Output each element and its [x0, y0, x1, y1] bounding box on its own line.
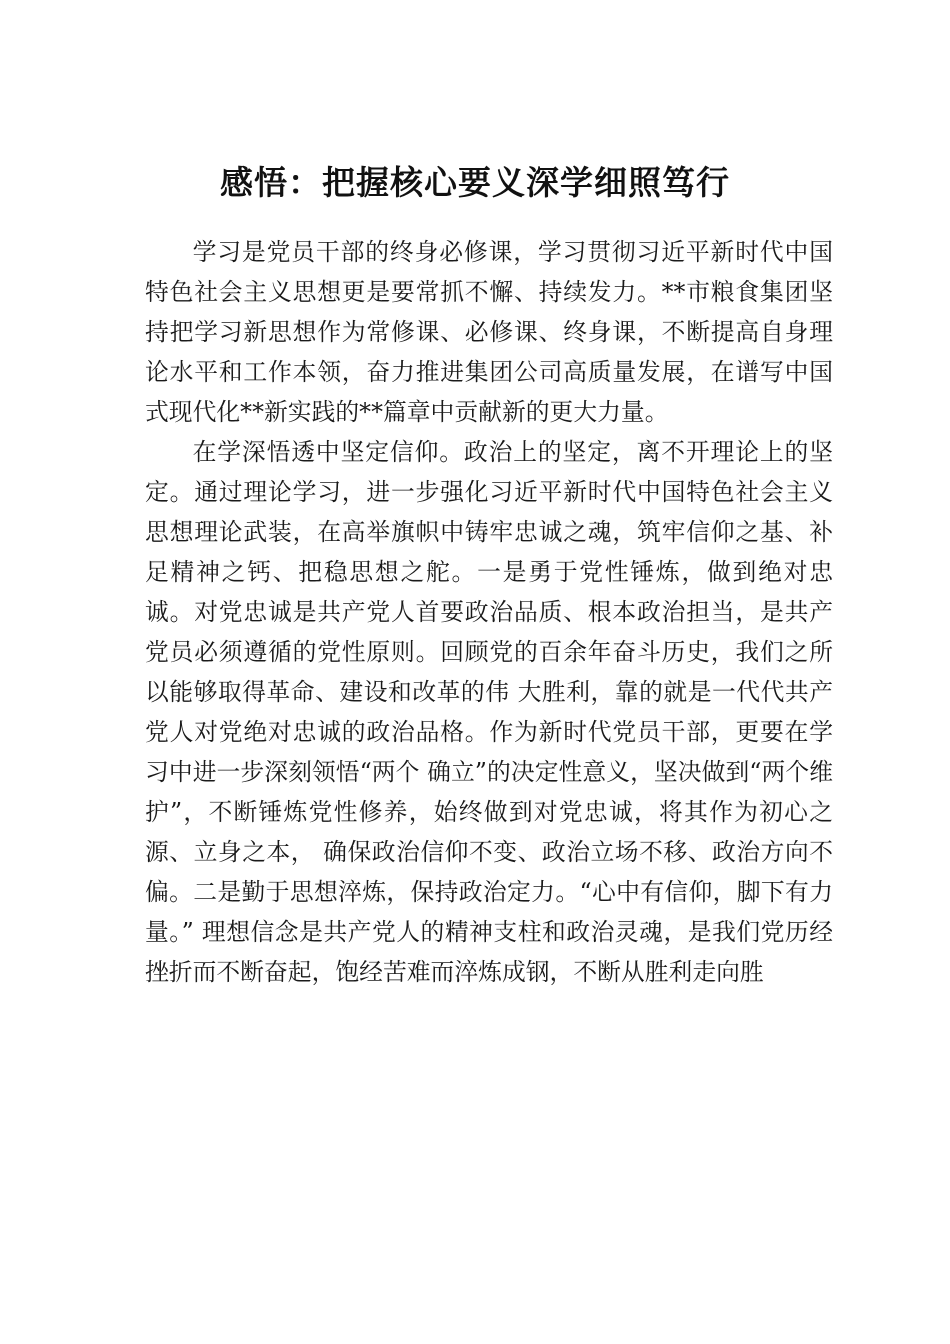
document-title: 感悟：把握核心要义深学细照笃行 — [220, 163, 730, 202]
paragraph-faith: 在学深悟透中坚定信仰。政治上的坚定，离不开理论上的坚定。通过理论学习，进一步强化习近平新时代中国特色社会主义思想理论武装，在高举旗帜中铸牢忠诚之魂，筑牢信仰之基、补足精神之钙、把稳思想之舵。一是勇于党性锤炼，做到绝对忠诚。对党忠诚是共产党人首要政治品质、根本政治担当，是共产党员必须遵循的党性原则。回顾党的百余年奋斗历史，我们之所以能够取得革命、建设和改革的伟 大胜利，靠的就是一代代共产党人对党绝对忠诚的政治品格。作为新时代党员干部，更要在学习中进一步深刻领悟“两个 确立”的决定性意义，坚决做到“两个维护”，不断锤炼党性修养，始终做到对党忠诚，将其作为初心之源、立身之本， 确保政治信仰不变、政治立场不移、政治方向不偏。二是勤于思想淬炼，保持政治定力。“心中有信仰，脚下有力量。” 理想信念是共产党人的精神支柱和政治灵魂，是我们党历经 挫折而不断奋起，饱经苦难而淬炼成钢，不断从胜利走向胜 — [145, 438, 833, 986]
paragraph-intro: 学习是党员干部的终身必修课，学习贯彻习近平新时代中国特色社会主义思想更是要常抓不懈、持续发力。**市粮食集团坚持把学习新思想作为常修课、必修课、终身课，不断提高自身理论水平和工作本领，奋力推进集团公司高质量发展，在谱写中国式现代化**新实践的**篇章中贡献新的更大力量。 — [145, 238, 833, 426]
document-body — [145, 232, 833, 992]
